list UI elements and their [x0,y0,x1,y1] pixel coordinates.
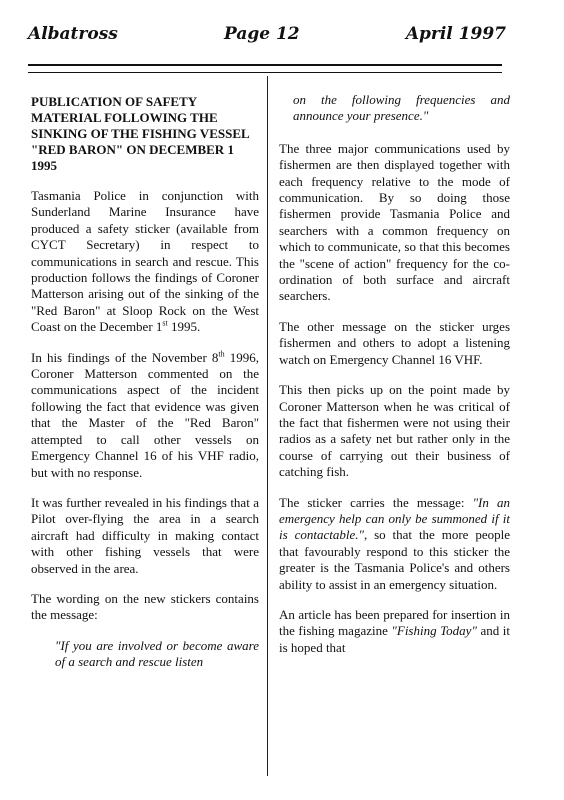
paragraph: The sticker carries the message: "In an emergency help can only be summoned if it is contactable.", so that the more people that favourably respond to this sticker the greater is the Tasmania Police's and others ability to assist in an emergency situation. [279,494,510,592]
paragraph: The other message on the sticker urges fishermen and others to adopt a listening watch on Emergency Channel 16 VHF. [279,318,510,367]
paragraph: This then picks up on the point made by Coroner Matterson when he was critical of the fact that fishermen were not using their radios as a safety net but rather only in the course of carrying out their business of catching fish. [279,382,510,480]
paragraph: It was further revealed in his findings that a Pilot over-flying the area in a search aircraft had difficulty in making contact with other fishing vessels that were observed in the area. [31,494,259,576]
page-number: Page 12 [224,24,300,44]
issue-date: April 1997 [405,24,506,44]
paragraph: Tasmania Police in conjunction with Sunderland Marine Insurance have produced a safety sticker (available from CYCT Secretary) in respect to communications in search and rescue. This production follows the findings of Coroner Matterson arising out of the sinking of the "Red Baron" at Sloop Rock on the West Coast on the December 1st 1995. [31,188,259,335]
paragraph: In his findings of the November 8th 1996, Coroner Matterson commented on the communications aspect of the incident following the fact that evidence was given that the Master of the "Red Baron" attempted to call other vessels on Emergency Channel 16 of his VHF radio, but with no response. [31,349,259,480]
left-column [31,94,259,685]
page-header [28,22,506,52]
newsletter-name: Albatross [28,24,118,44]
header-rule-thick [28,64,502,66]
article-title: PUBLICATION OF SAFETY MATERIAL FOLLOWING THE SINKING OF THE FISHING VESSEL "RED BARON" ON DECEMBER 1 1995 [31,94,249,173]
right-column [279,94,510,670]
paragraph: An article has been prepared for insertion in the fishing magazine "Fishing Today" and it is hoped that [279,606,510,655]
sticker-quote-continued: on the following frequencies and announce your presence." [293,92,510,124]
paragraph: The three major communications used by fishermen are then displayed together with each frequency relative to the mode of communication. By so doing those fishermen provide Tasmania Police and searchers with a common frequency on which to communicate, so that this becomes the "scene of action" frequency for the co-ordination of both surface and aircraft searchers. [279,140,510,304]
column-divider [267,76,268,776]
paragraph: The wording on the new stickers contains the message: [31,590,259,623]
header-rule-thin [28,72,502,73]
sticker-quote: "If you are involved or become aware of a search and rescue listen [55,637,259,670]
